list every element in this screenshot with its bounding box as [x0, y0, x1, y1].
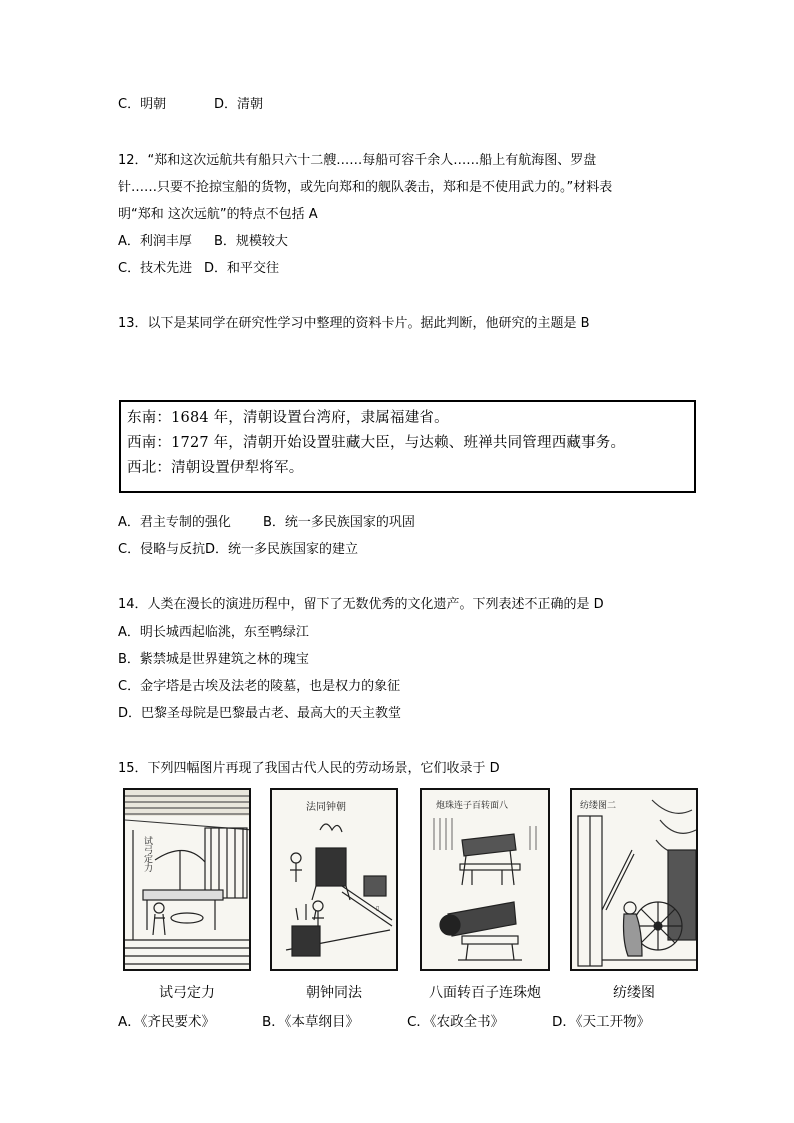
- q11-options: [118, 97, 264, 113]
- q13-options-row-2: [118, 542, 359, 558]
- caption-cannon: 八面转百子连珠炮: [429, 985, 541, 1001]
- q14-option-d: D．巴黎圣母院是巴黎最古老、最高大的天主教堂: [118, 706, 402, 721]
- picture-bell-casting: [270, 788, 398, 971]
- q15-stem: 15．下列四幅图片再现了我国古代人民的劳动场景，它们收录于 D: [118, 761, 500, 776]
- q13-option-b: B．统一多民族国家的巩固: [263, 515, 415, 530]
- q11-option-d: D．清朝: [214, 97, 264, 112]
- picture-cannon: [420, 788, 550, 971]
- q11-option-c: C．明朝: [118, 97, 167, 112]
- picture-bow-testing: [123, 788, 251, 971]
- q12-options-row-1: [118, 234, 288, 250]
- q12-options-row-2: [118, 261, 280, 277]
- cannon-inscription: 炮珠连子百转面八: [436, 801, 509, 811]
- q13-card-line: 西南：1727 年，清朝开始设置驻藏大臣，与达赖、班禅共同管理西藏事务。: [127, 435, 626, 451]
- q13-card-line: 东南：1684 年，清朝设置台湾府，隶属福建省。: [127, 410, 449, 426]
- q15-option-c: C．《农政全书》: [407, 1014, 505, 1030]
- q13-option-a: A．君主专制的强化: [118, 515, 231, 530]
- q12-option-d: D．和平交往: [204, 261, 280, 276]
- q12-stem-line-2: 针……只要不抢掠宝船的货物，或先向郑和的舰队袭击，郑和是不使用武力的。”材料表: [118, 180, 613, 195]
- q15-option-a: A．《齐民要术》: [118, 1014, 215, 1030]
- q15-option-d: D．《天工开物》: [552, 1014, 651, 1030]
- cannon-illustration: [422, 790, 550, 971]
- bell-casting-illustration: [272, 790, 398, 971]
- q15-option-b: B．《本草纲目》: [262, 1014, 360, 1030]
- q14-option-a: A．明长城西起临洮，东至鸭绿江: [118, 625, 309, 640]
- spinning-illustration: [572, 790, 698, 971]
- q14-option-b: B．紫禁城是世界建筑之林的瑰宝: [118, 652, 309, 667]
- q12-option-c: C．技术先进: [118, 261, 193, 276]
- q12-stem-line-1: 12．“郑和这次远航共有船只六十二艘……每船可容千余人……船上有航海图、罗盘: [118, 153, 597, 168]
- caption-spinning: 纺缕图: [613, 985, 655, 1001]
- bow-testing-inscription: 试弓定力: [142, 836, 152, 872]
- caption-bow-testing: 试弓定力: [159, 985, 215, 1001]
- q13-option-c: C．侵略与反抗: [118, 542, 206, 557]
- q13-option-d: D．统一多民族国家的建立: [205, 542, 359, 557]
- q13-info-card: [119, 400, 696, 493]
- q13-stem: 13．以下是某同学在研究性学习中整理的资料卡片。据此判断，他研究的主题是 B: [118, 316, 590, 331]
- q14-stem: 14．人类在漫长的演进历程中，留下了无数优秀的文化遗产。下列表述不正确的是 D: [118, 597, 604, 612]
- bow-testing-illustration: [125, 790, 251, 971]
- q13-options-row-1: [118, 515, 415, 531]
- picture-spinning: [570, 788, 698, 971]
- q12-option-b: B．规模较大: [214, 234, 288, 249]
- q12-stem-line-3: 明“郑和 这次远航”的特点不包括 A: [118, 207, 318, 222]
- q13-card-line: 西北：清朝设置伊犁将军。: [127, 460, 304, 476]
- q14-option-c: C．金字塔是古埃及法老的陵墓，也是权力的象征: [118, 679, 401, 694]
- caption-bell-casting: 朝钟同法: [306, 985, 362, 1001]
- svg-text:▯: ▯: [376, 905, 380, 912]
- spinning-inscription: 纺缕图二: [580, 801, 617, 811]
- q12-option-a: A．利润丰厚: [118, 234, 192, 249]
- bell-casting-inscription: 法同钟朝: [306, 802, 346, 813]
